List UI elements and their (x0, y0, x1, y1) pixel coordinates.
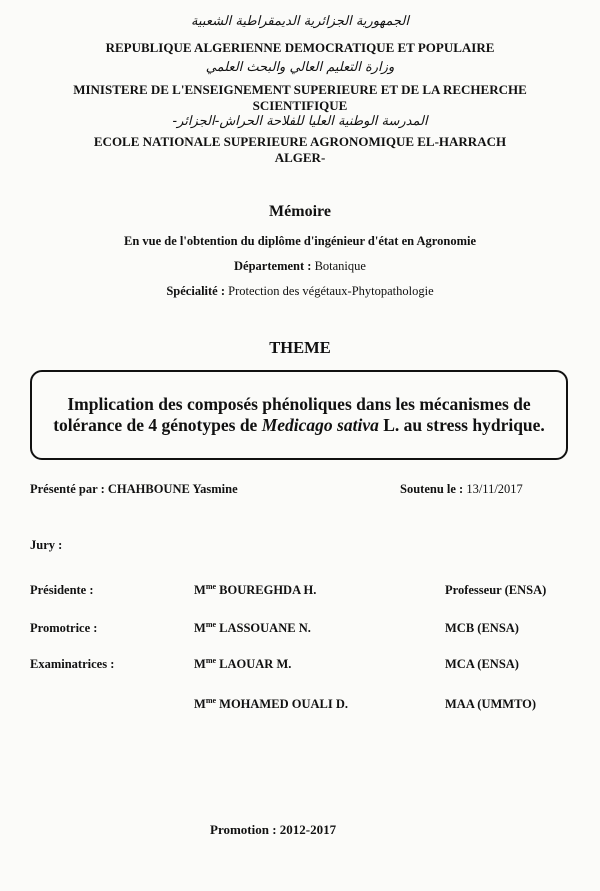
theme-box (30, 370, 568, 460)
specialty-value: Protection des végétaux-Phytopathologie (225, 284, 434, 298)
memoire-title: Mémoire (269, 203, 331, 220)
arabic-ministry-line: وزارة التعليم العالي والبحث العلمي (205, 60, 395, 75)
school-line-2: ALGER- (274, 150, 326, 165)
soutenu-line (400, 482, 523, 497)
department-label: Département : (234, 259, 312, 273)
specialty-label: Spécialité : (166, 284, 226, 298)
department-line (0, 259, 600, 274)
promotion-line: Promotion : 2012-2017 (210, 822, 337, 837)
soutenu-date: 13/11/2017 (466, 482, 523, 496)
arabic-republic-line: الجمهورية الجزائرية الديمقراطية الشعبية (191, 14, 409, 29)
jury-member-grade: MAA (UMMTO) (445, 697, 537, 711)
memoire-subtitle: En vue de l'obtention du diplôme d'ingénieur d'état en Agronomie (123, 234, 476, 248)
jury-role-promoter: Promotrice : (30, 621, 98, 635)
jury-member-name: $M^{me}$ MOHAMED OUALI D. (194, 695, 348, 711)
theme-text-part1: Implication des composés phénoliques dans les mécanismes de tolérance de 4 génotypes de (53, 394, 531, 435)
presente-par-line (30, 482, 238, 497)
theme-species-name: Medicago sativa (261, 415, 379, 435)
soutenu-label: Soutenu le : (400, 482, 464, 496)
jury-member-name: $M^{me}$ BOUREGHDA H. (194, 581, 317, 597)
theme-heading: THEME (269, 338, 331, 357)
arabic-school-line: المدرسة الوطنية العليا للفلاحة الحراش-الجزائر- (172, 114, 428, 129)
jury-role-examiners: Examinatrices : (30, 657, 115, 671)
ministry-line-1: MINISTERE DE L'ENSEIGNEMENT SUPERIEURE ET DE LA RECHERCHE (73, 82, 527, 97)
presente-value: CHAHBOUNE Yasmine (107, 482, 238, 496)
jury-member-name: $M^{me}$ LAOUAR M. (194, 655, 292, 671)
theme-text (32, 394, 566, 436)
jury-member-grade: MCB (ENSA) (445, 621, 519, 635)
department-value: Botanique (311, 259, 366, 273)
republic-line: REPUBLIQUE ALGERIENNE DEMOCRATIQUE ET POPULAIRE (105, 40, 495, 55)
school-line-1: ECOLE NATIONALE SUPERIEURE AGRONOMIQUE EL-HARRACH (93, 134, 507, 149)
jury-label: Jury : (30, 538, 63, 552)
ministry-line-2: SCIENTIFIQUE (252, 98, 348, 113)
jury-member-grade: MCA (ENSA) (445, 657, 519, 671)
jury-member-name: $M^{me}$ LASSOUANE N. (194, 619, 311, 635)
theme-text-part2: L. au stress hydrique. (378, 415, 545, 435)
presente-label: Présenté par : (30, 482, 105, 496)
jury-member-grade: Professeur (ENSA) (445, 583, 547, 597)
jury-role-president: Présidente : (30, 583, 94, 597)
specialty-line (0, 284, 600, 299)
